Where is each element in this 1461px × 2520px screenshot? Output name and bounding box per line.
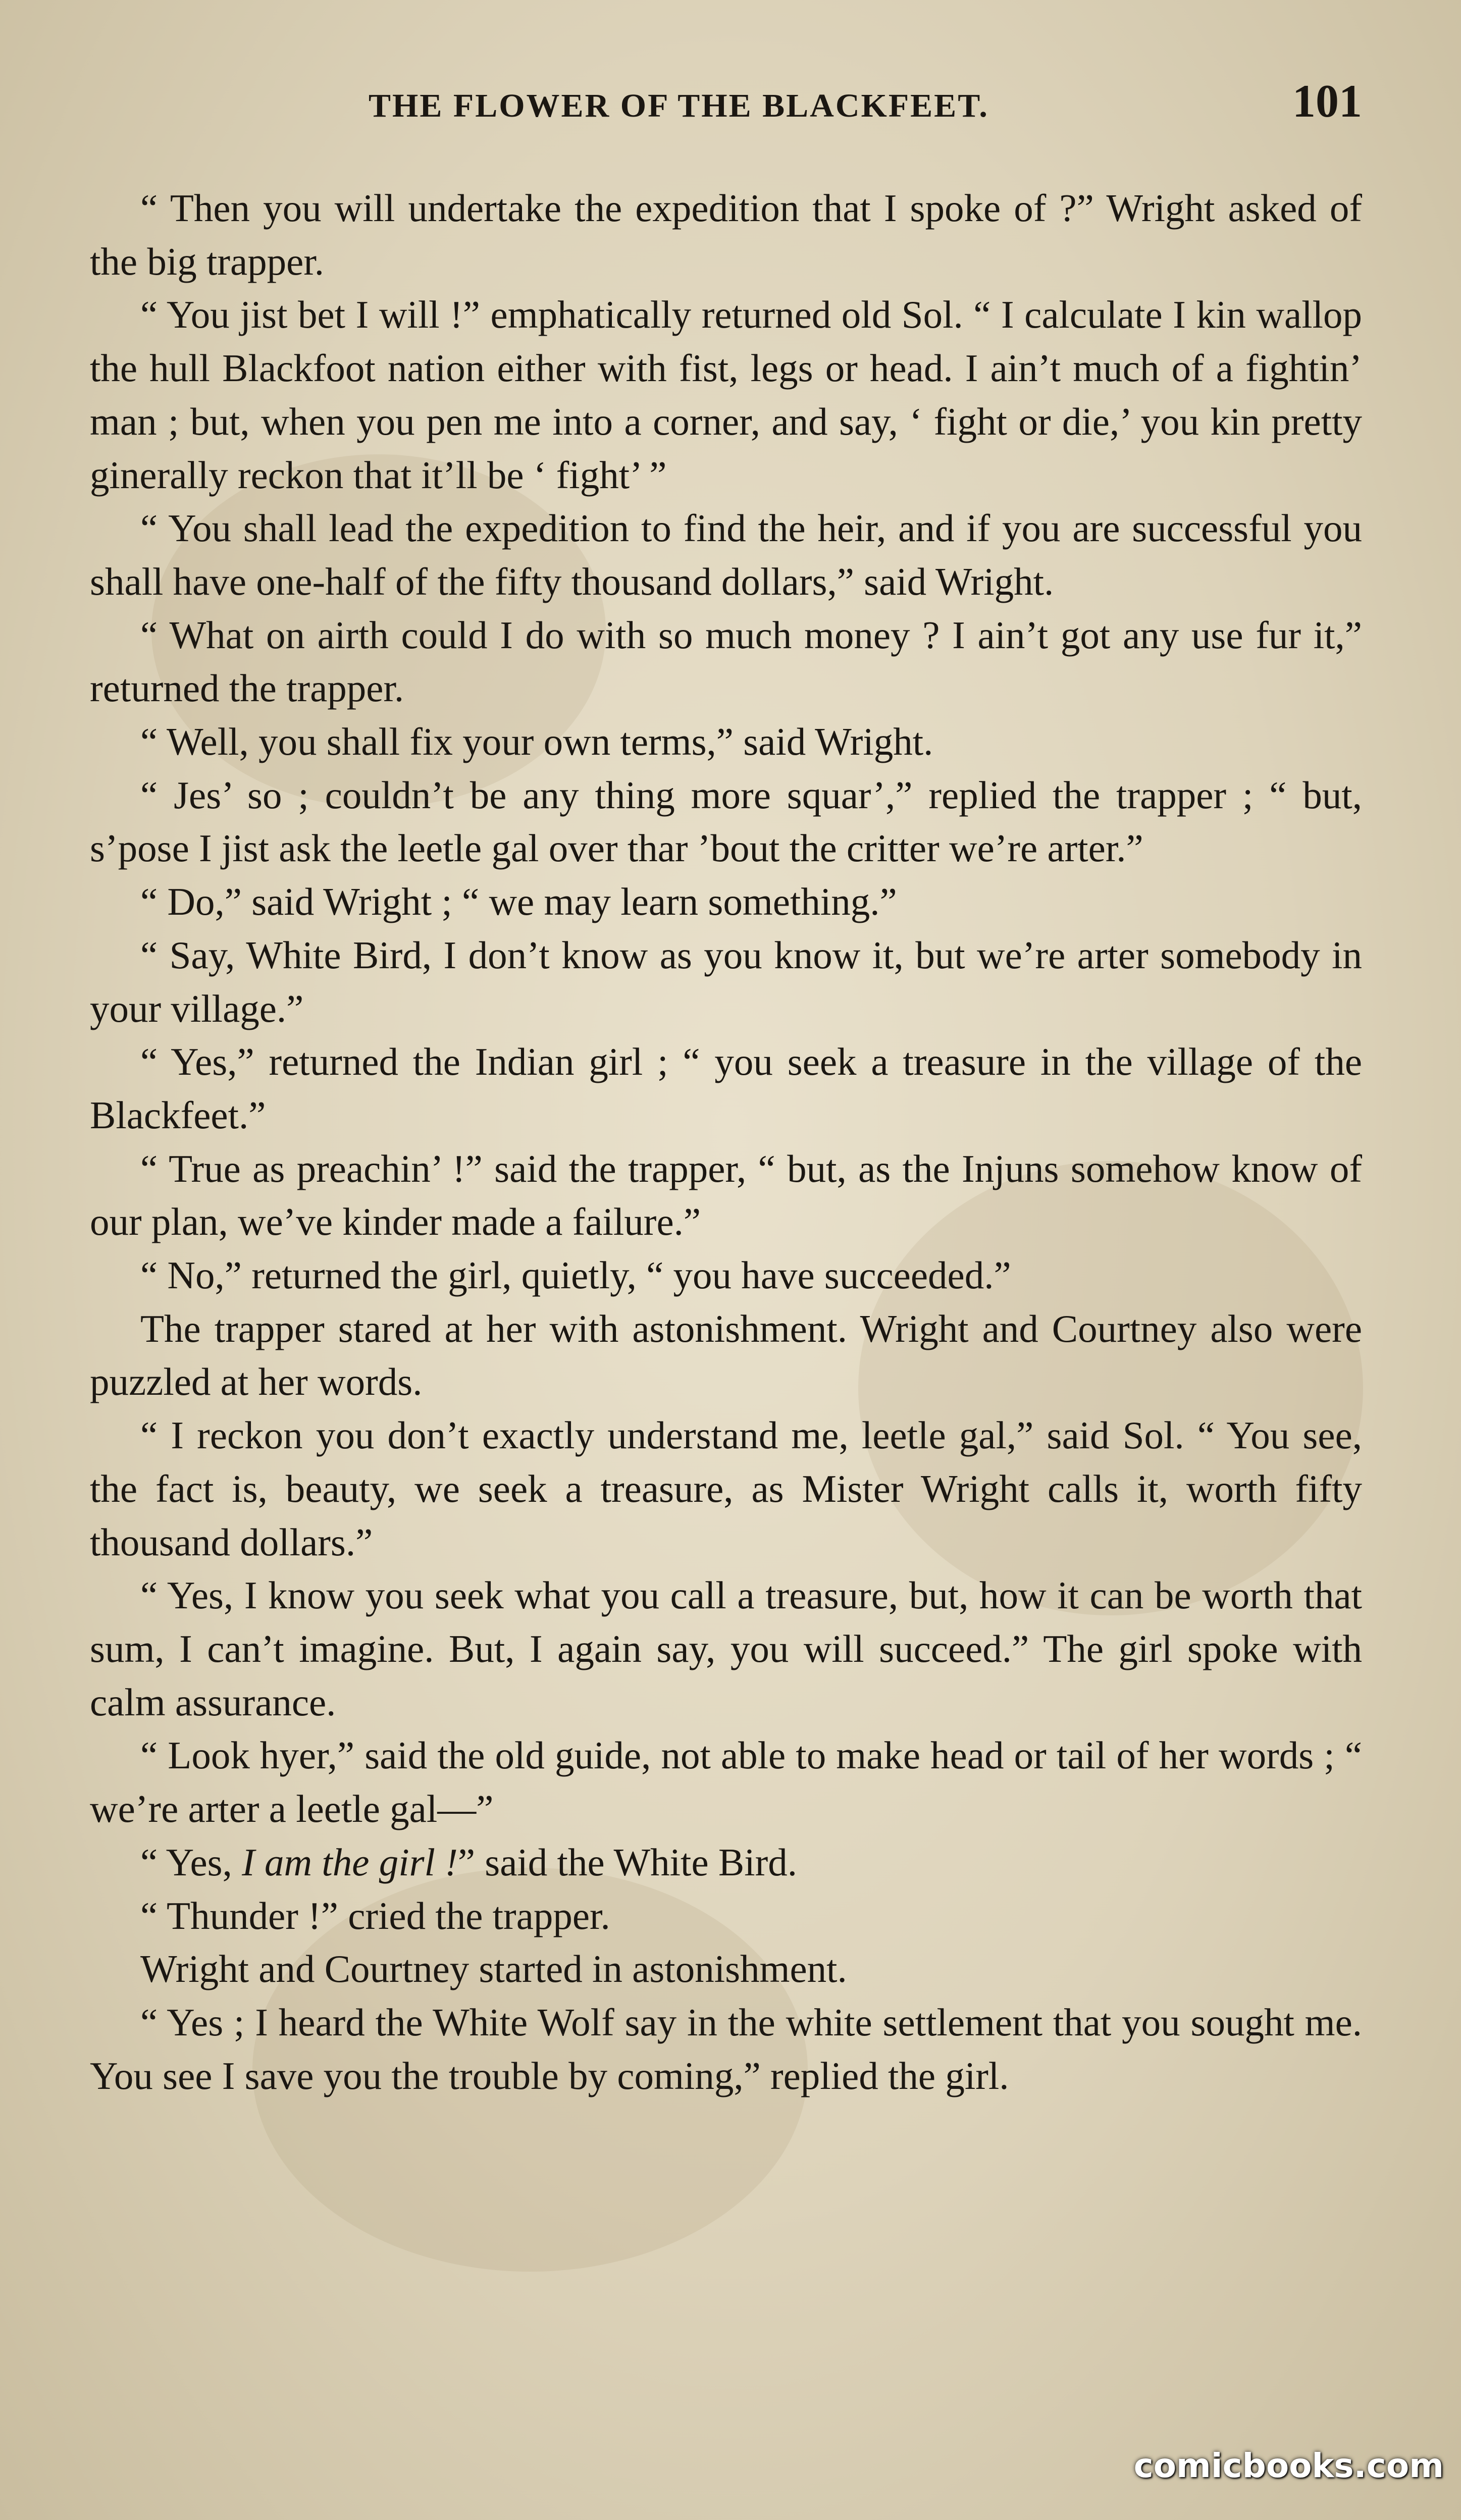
paragraph: The trapper stared at her with astonishment. Wright and Courtney also were puzzled at her words. [90, 1306, 1362, 1404]
paragraph: “ Say, White Bird, I don’t know as you know it, but we’re arter somebody in your village.” [90, 933, 1362, 1030]
paragraph: “ True as preachin’ !” said the trapper, “ but, as the Injuns somehow know of our plan, we’ve kinder made a failure.” [90, 1146, 1362, 1244]
paragraph: “ Thunder !” cried the trapper. [140, 1894, 610, 1937]
paragraph: “ Then you will undertake the expedition that I spoke of ?” Wright asked of the big trapper. [90, 186, 1362, 283]
emphasized-text: I am the girl ! [242, 1840, 458, 1884]
paragraph: “ Yes ; I heard the White Wolf say in the white settlement that you sought me. You see I save you the trouble by coming,” replied the girl. [90, 2000, 1362, 2097]
paragraph: “ You jist bet I will !” emphatically returned old Sol. “ I calculate I kin wallop the hull Blackfoot nation either with fist, legs or head. I ain’t much of a fightin’ man ; but, when you pen me into a corner, and say, ‘ fight or die,’ you kin pretty ginerally reckon that it’ll be ‘ fight’ ” [90, 293, 1362, 497]
paragraph: “ Yes, I know you seek what you call a treasure, but, how it can be worth that sum, I can’t imagine. But, I again say, you will succeed.” The girl spoke with calm assurance. [90, 1573, 1362, 1724]
paragraph: “ I reckon you don’t exactly understand me, leetle gal,” said Sol. “ You see, the fact is, beauty, we seek a treasure, as Mister Wright calls it, worth fifty thousand dollars.” [90, 1413, 1362, 1564]
paragraph: “ Yes,” returned the Indian girl ; “ you seek a treasure in the village of the Blackfeet.” [90, 1040, 1362, 1137]
paragraph-text: ” said the White Bird. [457, 1840, 798, 1884]
paragraph: “ Well, you shall fix your own terms,” said Wright. [140, 720, 933, 764]
paragraph: “ Jes’ so ; couldn’t be any thing more squar’,” replied the trapper ; “ but, s’pose I jist ask the leetle gal over thar ’bout the critter we’re arter.” [90, 773, 1362, 870]
running-title: THE FLOWER OF THE BLACKFEET. [369, 87, 989, 124]
paragraph: “ Look hyer,” said the old guide, not able to make head or tail of her words ; “ we’re arter a leetle gal—” [90, 1734, 1362, 1831]
paragraph-with-emphasis [90, 1836, 1362, 1889]
paragraph: “ No,” returned the girl, quietly, “ you have succeeded.” [140, 1253, 1011, 1297]
watermark: comicbooks.com [1133, 2446, 1444, 2485]
paragraph-text: “ Yes, [140, 1840, 242, 1884]
paragraph: Wright and Courtney started in astonishment. [140, 1947, 847, 1991]
paragraph: “ Do,” said Wright ; “ we may learn something.” [140, 880, 897, 924]
body-text [90, 182, 1362, 2103]
page-number: 101 [1292, 75, 1362, 127]
paragraph: “ You shall lead the expedition to find the heir, and if you are successful you shall have one-half of the fifty thousand dollars,” said Wright. [90, 506, 1362, 603]
paragraph: “ What on airth could I do with so much money ? I ain’t got any use fur it,” returned the trapper. [90, 613, 1362, 710]
